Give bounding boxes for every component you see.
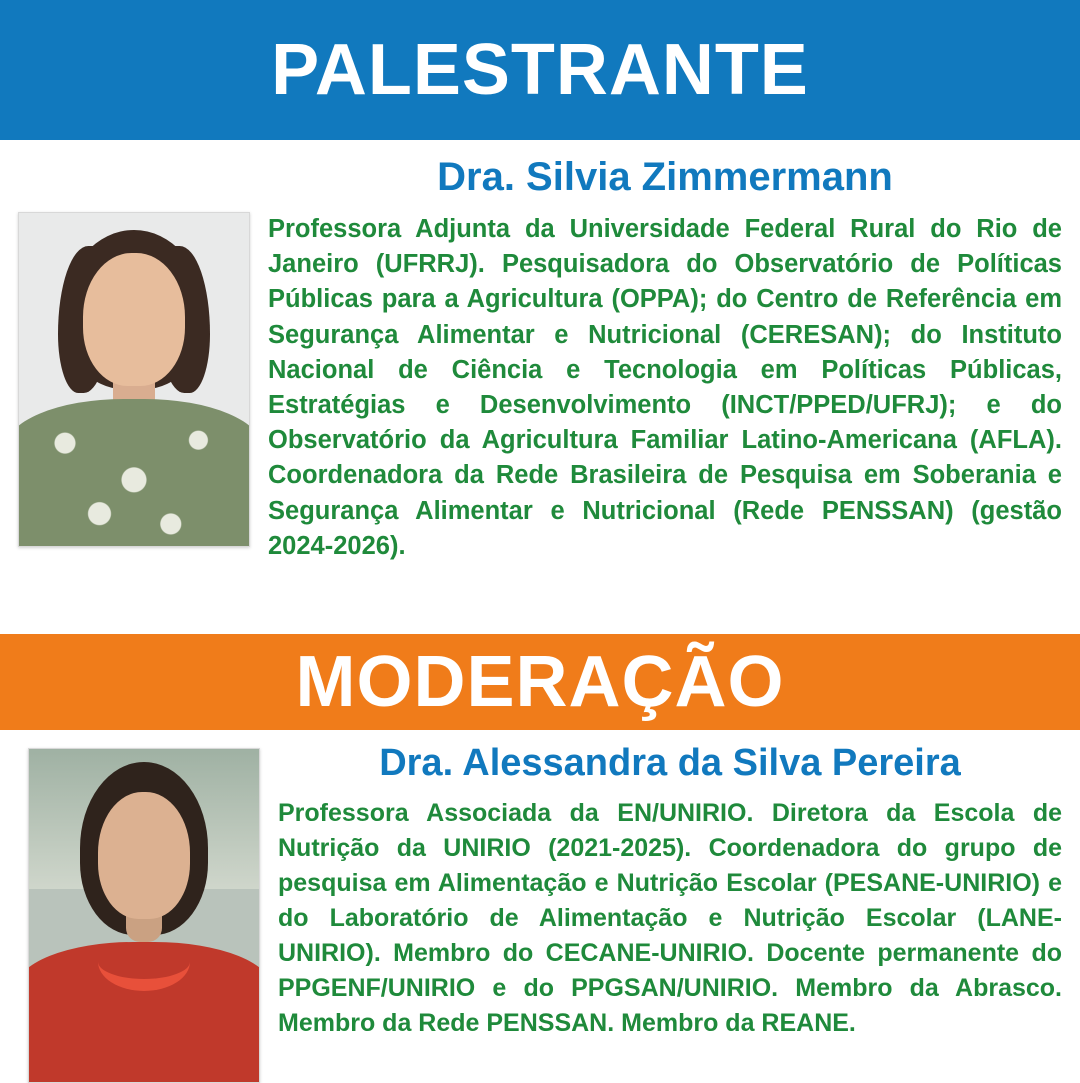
moderation-banner	[0, 634, 1080, 730]
moderator-text-column	[260, 738, 1066, 1041]
moderation-banner-title: MODERAÇÃO	[295, 642, 785, 722]
moderator-name: Dra. Alessandra da Silva Pereira	[379, 742, 961, 784]
speaker-text-column	[250, 148, 1066, 564]
speaker-banner	[0, 0, 1080, 140]
speaker-bio: Professora Adjunta da Universidade Federal Rural do Rio de Janeiro (UFRRJ). Pesquisadora do Observatório de Políticas Públicas para a Agricultura (OPPA); do Centro de Referência em Segurança Alimentar e Nutricional (CERESAN); do Instituto Nacional de Ciência e Tecnologia em Políticas Públicas, Estratégias e Desenvolvimento (INCT/PPED/UFRJ); e do Observatório da Agricultura Familiar Latino-Americana (AFLA). Coordenadora da Rede Brasileira de Pesquisa em Soberania e Segurança Alimentar e Nutricional (Rede PENSSAN) (gestão 2024-2026).	[268, 215, 1062, 560]
speaker-photo	[18, 212, 250, 547]
moderation-section	[0, 730, 1080, 1080]
speaker-banner-title: PALESTRANTE	[271, 30, 809, 110]
speaker-name: Dra. Silvia Zimmermann	[437, 155, 893, 199]
speaker-section	[0, 140, 1080, 634]
moderator-photo	[28, 748, 260, 1083]
moderator-bio: Professora Associada da EN/UNIRIO. Diretora da Escola de Nutrição da UNIRIO (2021-2025). Coordenadora do grupo de pesquisa em Alimentação e Nutrição Escolar (PESANE-UNIRIO) e do Laboratório de Alimentação e Nutrição Escolar (LANE-UNIRIO). Membro do CECANE-UNIRIO. Docente permanente do PPGENF/UNIRIO e do PPGSAN/UNIRIO. Membro da Abrasco. Membro da Rede PENSSAN. Membro da REANE.	[278, 798, 1062, 1037]
